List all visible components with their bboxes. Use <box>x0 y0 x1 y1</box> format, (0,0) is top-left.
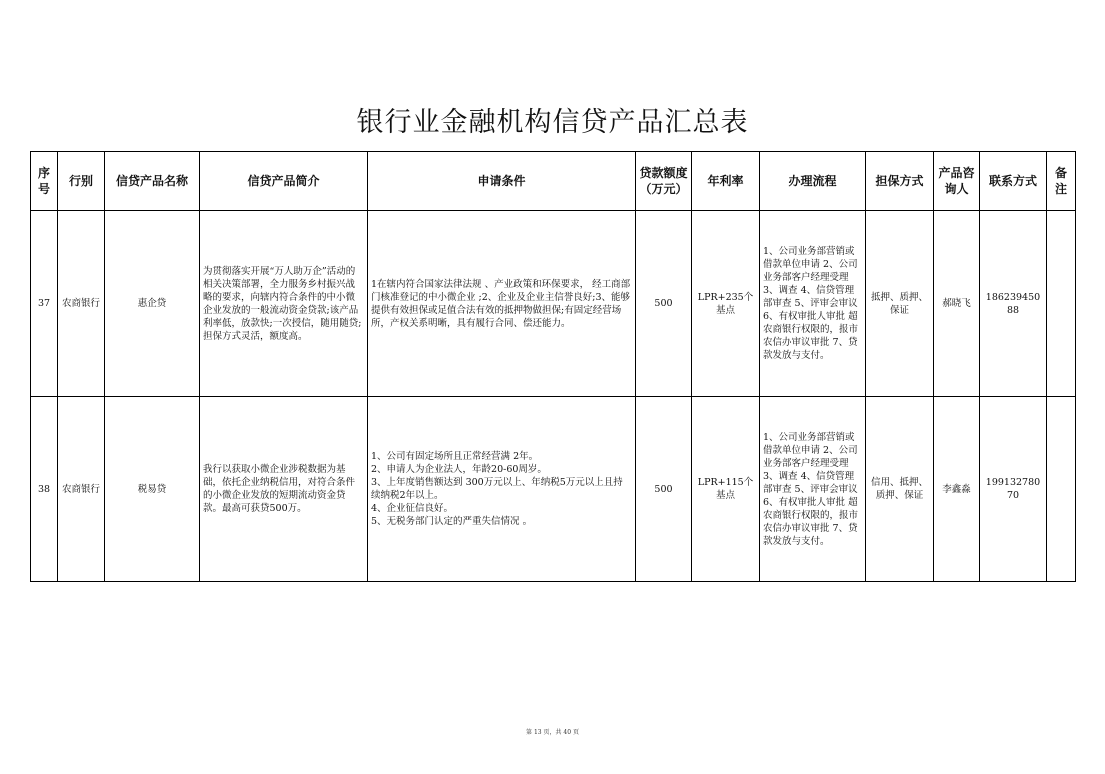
cell-conditions <box>368 397 636 582</box>
page-number: 第 13 页，共 40 页 <box>526 729 579 736</box>
cell-note <box>1047 211 1076 397</box>
header-seq: 序号 <box>31 152 58 211</box>
header-intro: 信贷产品简介 <box>200 152 368 211</box>
cell-guarantee: 抵押、质押、保证 <box>866 211 934 397</box>
header-process: 办理流程 <box>760 152 866 211</box>
cell-seq: 37 <box>31 211 58 397</box>
cell-amount: 500 <box>636 211 692 397</box>
cell-process: 1、公司业务部营销或借款单位申请 2、公司业务部客户经理受理 3、调查 4、信贷管理部审查 5、评审会审议 6、有权审批人审批 超农商银行权限的，报市农信办审议审批 7、贷款发放与支付。 <box>760 211 866 397</box>
cell-note <box>1047 397 1076 582</box>
cell-consultant: 李鑫淼 <box>934 397 980 582</box>
cell-process: 1、公司业务部营销或借款单位申请 2、公司业务部客户经理受理 3、调查 4、信贷管理部审查 5、评审会审议 6、有权审批人审批 超农商银行权限的，报市农信办审议审批 7、贷款发放与支付。 <box>760 397 866 582</box>
cell-seq: 38 <box>31 397 58 582</box>
condition-line: 1、公司有固定场所且正常经营满 2年。 <box>371 451 539 462</box>
table-row <box>31 397 1076 582</box>
credit-products-table <box>30 151 1076 582</box>
header-product-name: 信贷产品名称 <box>105 152 200 211</box>
condition-line: 4、企业征信良好。 <box>371 503 454 514</box>
header-contact: 联系方式 <box>980 152 1047 211</box>
page-title: 银行业金融机构信贷产品汇总表 <box>356 107 749 138</box>
cell-bank: 农商银行 <box>58 211 105 397</box>
condition-line: 5、无税务部门认定的严重失信情况 。 <box>371 516 533 527</box>
header-guarantee: 担保方式 <box>866 152 934 211</box>
header-note: 备注 <box>1047 152 1076 211</box>
cell-product-name: 惠企贷 <box>105 211 200 397</box>
table-header-row <box>31 152 1076 211</box>
cell-intro: 我行以获取小微企业涉税数据为基础，依托企业纳税信用，对符合条件的小微企业发放的短期流动资金贷款。最高可获贷500万。 <box>200 397 368 582</box>
cell-contact: 18623945088 <box>980 211 1047 397</box>
header-rate: 年利率 <box>692 152 760 211</box>
header-conditions: 申请条件 <box>368 152 636 211</box>
condition-line: 3、上年度销售额达到 300万元以上、年纳税5万元以上且持续纳税2年以上。 <box>371 477 623 501</box>
cell-consultant: 郝晓飞 <box>934 211 980 397</box>
cell-product-name: 税易贷 <box>105 397 200 582</box>
header-consultant: 产品咨询人 <box>934 152 980 211</box>
cell-contact: 19913278070 <box>980 397 1047 582</box>
cell-rate: LPR+235个基点 <box>692 211 760 397</box>
condition-line: 2、申请人为企业法人，年龄20-60周岁。 <box>371 464 547 475</box>
cell-amount: 500 <box>636 397 692 582</box>
header-amount: 贷款额度（万元） <box>636 152 692 211</box>
cell-intro: 为贯彻落实开展“万人助万企”活动的相关决策部署，全力服务乡村振兴战略的要求，向辖内符合条件的中小微企业发放的一般流动资金贷款;该产品利率低，放款快;一次授信，随用随贷;担保方式灵活，额度高。 <box>200 211 368 397</box>
cell-bank: 农商银行 <box>58 397 105 582</box>
header-bank: 行别 <box>58 152 105 211</box>
cell-guarantee: 信用、抵押、质押、保证 <box>866 397 934 582</box>
table-row <box>31 211 1076 397</box>
cell-conditions: 1在辖内符合国家法律法规 、产业政策和环保要求， 经工商部门核准登记的中小微企业 ;2、企业及企业主信誉良好;3、能够提供有效担保或足值合法有效的抵押物做担保;有固定经营场所，产权关系明晰，具有履行合同、偿还能力。 <box>368 211 636 397</box>
cell-rate: LPR+115个基点 <box>692 397 760 582</box>
